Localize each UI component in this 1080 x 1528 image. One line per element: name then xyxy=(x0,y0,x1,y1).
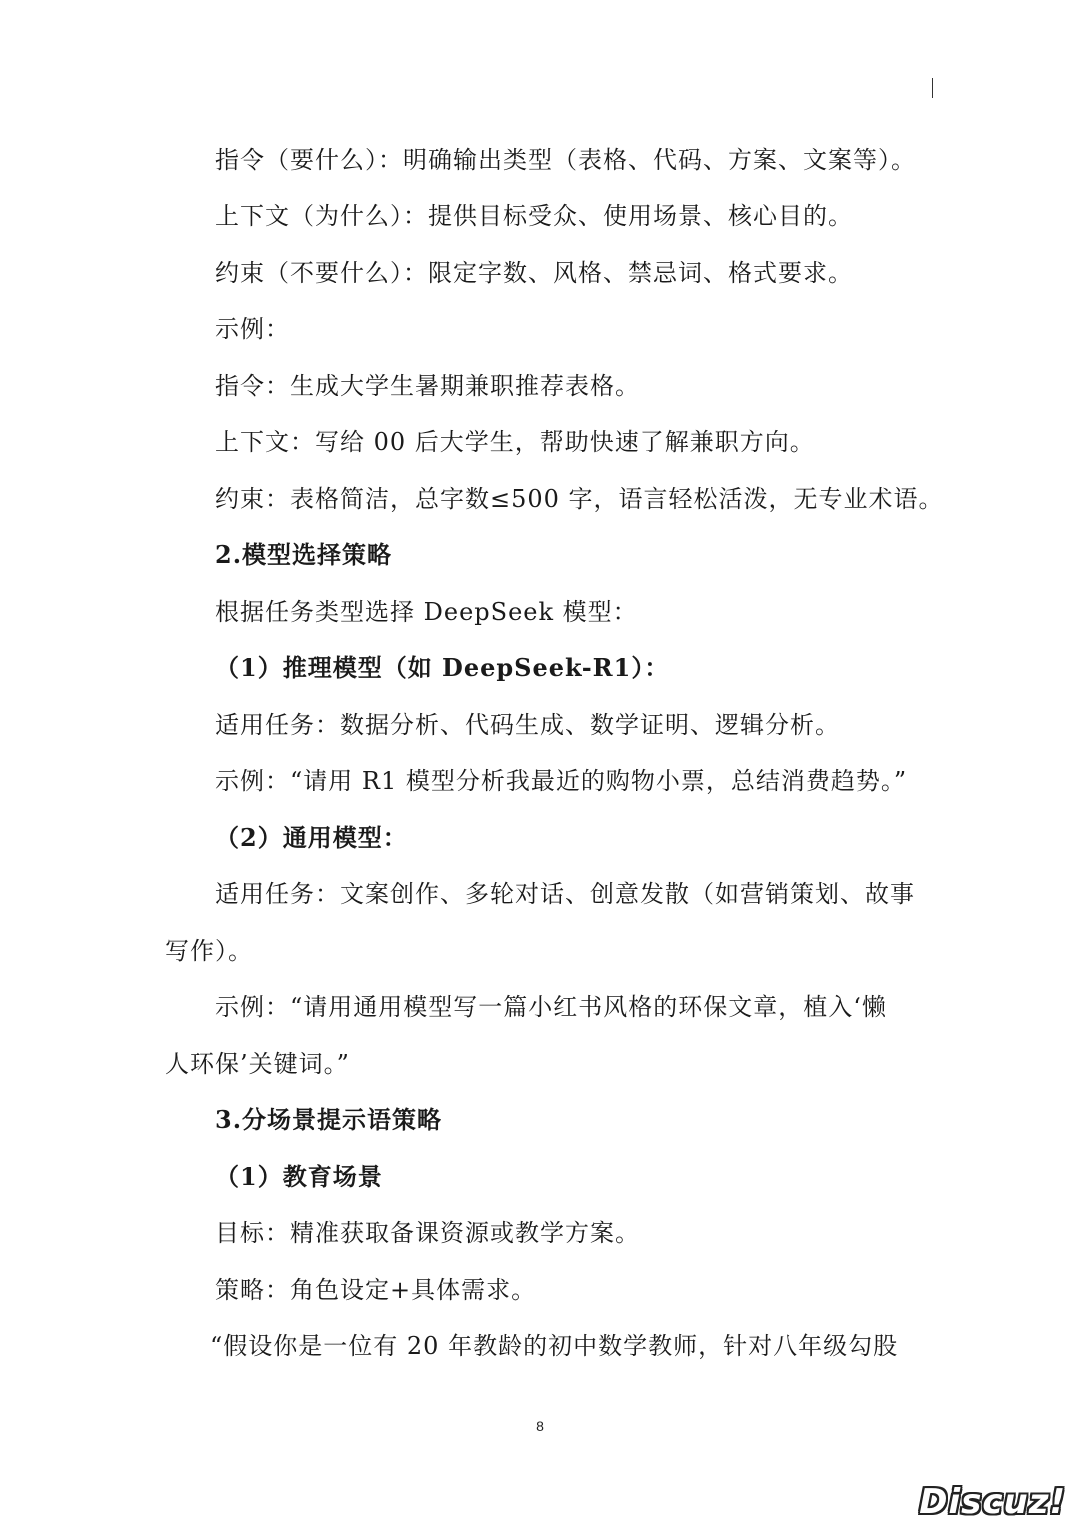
paragraph-education-goal: 目标：精准获取备课资源或教学方案。 xyxy=(215,1219,640,1247)
heading-scenario-strategy: 3.分场景提示语策略 xyxy=(215,1105,443,1134)
paragraph-instruction: 指令（要什么）：明确输出类型（表格、代码、方案、文案等）。 xyxy=(215,146,916,174)
paragraph-example-context: 上下文：写给 00 后大学生，帮助快速了解兼职方向。 xyxy=(215,428,815,456)
subheading-education: （1）教育场景 xyxy=(215,1162,383,1191)
paragraph-context: 上下文（为什么）：提供目标受众、使用场景、核心目的。 xyxy=(215,202,853,230)
paragraph-general-example: 示例：“请用通用模型写一篇小红书风格的环保文章，植入‘懒 xyxy=(215,993,887,1021)
heading-model-selection: 2.模型选择策略 xyxy=(215,540,393,569)
paragraph-constraint: 约束（不要什么）：限定字数、风格、禁忌词、格式要求。 xyxy=(215,259,853,287)
watermark-logo: Discuz! xyxy=(919,1482,1066,1522)
paragraph-general-tasks: 适用任务：文案创作、多轮对话、创意发散（如营销策划、故事 xyxy=(215,880,915,908)
page-number: 8 xyxy=(536,1418,544,1434)
margin-mark xyxy=(932,78,933,98)
subheading-reasoning-model: （1）推理模型（如 DeepSeek-R1）： xyxy=(215,653,670,682)
paragraph-example-constraint: 约束：表格简洁，总字数≤500 字，语言轻松活泼，无专业术语。 xyxy=(215,485,944,513)
paragraph-reasoning-tasks: 适用任务：数据分析、代码生成、数学证明、逻辑分析。 xyxy=(215,711,840,739)
subheading-general-model: （2）通用模型： xyxy=(215,823,408,852)
paragraph-example-label: 示例： xyxy=(215,315,290,343)
paragraph-general-example-cont: 人环保’关键词。” xyxy=(165,1050,350,1078)
paragraph-education-strategy: 策略：角色设定+具体需求。 xyxy=(215,1276,537,1304)
paragraph-example-instruction: 指令：生成大学生暑期兼职推荐表格。 xyxy=(215,372,640,400)
paragraph-general-tasks-cont: 写作）。 xyxy=(165,937,253,965)
paragraph-education-quote: “假设你是一位有 20 年教龄的初中数学教师，针对八年级勾股 xyxy=(210,1332,899,1360)
paragraph-reasoning-example: 示例：“请用 R1 模型分析我最近的购物小票，总结消费趋势。” xyxy=(215,767,908,795)
paragraph-model-intro: 根据任务类型选择 DeepSeek 模型： xyxy=(215,598,638,626)
